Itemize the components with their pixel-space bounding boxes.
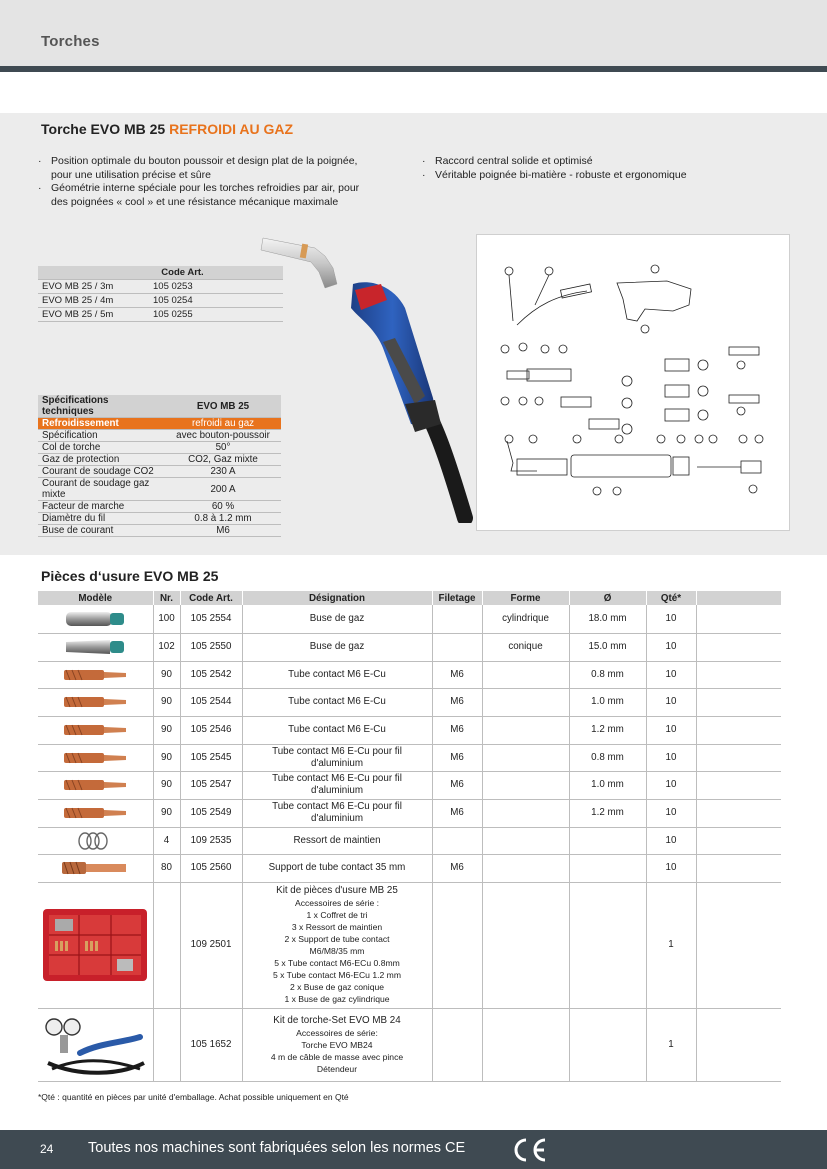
designation-line: Tube contact M6 E-Cu pour fil [272,801,402,812]
spec-value: CO2, Gaz mixte [165,454,281,466]
model-cell: EVO MB 25 / 5m [38,308,149,322]
spec-key: Courant de soudage gaz mixte [38,478,165,501]
qty-cell: 1 [646,882,696,1008]
spec-header [38,395,281,418]
designation-cell [242,1008,432,1081]
thread-cell: M6 [432,799,482,827]
spec-key: Col de torche [38,442,165,454]
tip-holder-image [38,854,153,882]
designation-cell [242,744,432,771]
qty-cell: 10 [646,688,696,716]
spec-value: avec bouton-poussoir [165,430,281,442]
thread-cell [432,633,482,661]
spring-image [38,827,153,854]
wear-parts-title: Pièces d‘usure EVO MB 25 [41,568,219,584]
designation-cell [242,799,432,827]
thread-cell [432,827,482,854]
spec-table [38,395,281,537]
designation-line: 2 x Support de tube contact [284,934,390,944]
col-header-thread: Filetage [432,591,482,605]
code-cell: 105 0253 [149,280,216,294]
footnote: *Qté : quantité en pièces par unité d'emballage. Achat possible uniquement en Qté [38,1092,349,1102]
nr-cell: 90 [153,661,180,688]
kit-box-image [38,882,153,1008]
spec-key: Diamètre du fil [38,513,165,525]
designation-cell: Tube contact M6 E-Cu [242,688,432,716]
form-cell: cylindrique [482,605,569,633]
table-row [38,1008,781,1081]
designation-line: 1 x Coffret de tri [306,910,368,920]
table-row [38,661,781,688]
col-header-code: Code Art. [180,591,242,605]
designation-line: 4 m de câble de masse avec pince [270,1051,404,1062]
designation-title: Kit de torche-Set EVO MB 24 [273,1014,401,1026]
spec-key: Courant de soudage CO2 [38,466,165,478]
diameter-cell: 15.0 mm [569,633,646,661]
thread-cell [432,882,482,1008]
nr-cell: 90 [153,771,180,799]
designation-line: 5 x Tube contact M6-ECu 1.2 mm [272,970,401,980]
header-cell-model [38,266,149,280]
table-row [38,716,781,744]
nr-cell: 90 [153,744,180,771]
spec-key: Buse de courant [38,525,165,537]
code-cell: 105 1652 [180,1008,242,1081]
nr-cell: 90 [153,716,180,744]
form-cell [482,854,569,882]
spec-row [38,430,281,442]
designation-cell: Tube contact M6 E-Cu [242,716,432,744]
nr-cell: 80 [153,854,180,882]
feature-item: · Position optimale du bouton poussoir et design plat de la poignée, pour une utilisation précise et sûre [38,155,378,182]
designation-cell [242,771,432,799]
spec-row [38,513,281,525]
designation-cell: Tube contact M6 E-Cu [242,661,432,688]
designation-cell [242,882,432,1008]
contact-tip-image [38,771,153,799]
form-cell [482,771,569,799]
col-header-model: Modèle [38,591,153,605]
spec-row [38,466,281,478]
designation-line: d'aluminium [311,757,363,769]
form-cell [482,827,569,854]
form-cell [482,716,569,744]
form-cell [482,744,569,771]
diameter-cell [569,1008,646,1081]
code-cell: 105 2542 [180,661,242,688]
torch-set-image [38,1008,153,1081]
code-cell: 105 2545 [180,744,242,771]
designation-line: Accessoires de série : [294,898,380,908]
feature-item: · Géométrie interne spéciale pour les torches refroidies par air, pour des poignées « cool » et une résistance mécanique maximale [38,182,378,209]
table-row [38,799,781,827]
spec-key: Facteur de marche [38,501,165,513]
designation-line: 5 x Tube contact M6-ECu 0.8mm [274,958,400,968]
code-cell: 105 2549 [180,799,242,827]
code-cell: 105 2560 [180,854,242,882]
code-row [38,280,283,294]
designation-line: Tube contact M6 E-Cu pour fil [272,745,402,757]
spec-value: M6 [165,525,281,537]
table-row [38,854,781,882]
table-row [38,633,781,661]
designation-line: d'aluminium [311,813,363,824]
diameter-cell [569,854,646,882]
gas-nozzle-conical-image [38,633,153,661]
spec-value: 200 A [165,478,281,501]
product-title-accent: REFROIDI AU GAZ [169,121,294,137]
spec-row-highlight [38,418,281,430]
feature-list-left [38,155,378,209]
qty-cell: 10 [646,771,696,799]
spec-row [38,442,281,454]
contact-tip-image [38,744,153,771]
diameter-cell [569,827,646,854]
designation-cell: Support de tube contact 35 mm [242,854,432,882]
designation-line: M6/M8/35 mm [309,946,365,956]
designation-line: Tube contact M6 E-Cu pour fil [272,773,402,784]
col-header-empty [696,591,781,605]
form-cell [482,882,569,1008]
header-cell-code: Code Art. [149,266,216,280]
thread-cell: M6 [432,661,482,688]
ce-mark-icon [511,1137,549,1168]
form-cell [482,688,569,716]
nr-cell: 4 [153,827,180,854]
code-row [38,308,283,322]
page-number: 24 [40,1142,54,1156]
qty-cell: 10 [646,605,696,633]
designation-title: Kit de pièces d'usure MB 25 [276,885,398,896]
qty-cell: 10 [646,744,696,771]
code-cell: 109 2501 [180,882,242,1008]
form-cell [482,661,569,688]
table-row [38,688,781,716]
header-title: Torches [41,33,100,50]
designation-line: 2 x Buse de gaz conique [289,982,385,992]
designation-cell: Buse de gaz [242,605,432,633]
col-header-form: Forme [482,591,569,605]
spec-header-key: Spécifications techniques [38,395,165,418]
table-row [38,605,781,633]
designation-line: 3 x Ressort de maintien [291,922,383,932]
model-cell: EVO MB 25 / 3m [38,280,149,294]
col-header-qty: Qté* [646,591,696,605]
spec-key: Refroidissement [38,418,165,430]
qty-cell: 10 [646,799,696,827]
thread-cell: M6 [432,854,482,882]
table-row [38,771,781,799]
diameter-cell: 0.8 mm [569,744,646,771]
exploded-diagram [476,234,790,531]
feature-list-right [422,155,762,182]
qty-cell: 1 [646,1008,696,1081]
contact-tip-image [38,799,153,827]
nr-cell: 90 [153,799,180,827]
product-title-main: Torche EVO MB 25 [41,121,170,137]
spec-row [38,501,281,513]
footer-message: Toutes nos machines sont fabriquées selon les normes CE [88,1140,466,1156]
thread-cell: M6 [432,688,482,716]
code-table-header [38,266,283,280]
feature-item: · Véritable poignée bi-matière - robuste et ergonomique [422,169,762,183]
diameter-cell: 1.2 mm [569,716,646,744]
spec-header-value: EVO MB 25 [165,395,281,418]
table-row [38,744,781,771]
product-title [41,121,293,137]
designation-line: Accessoires de série: [296,1027,378,1038]
contact-tip-image [38,688,153,716]
designation-line: d'aluminium [311,785,363,796]
contact-tip-image [38,661,153,688]
spec-row [38,454,281,466]
table-row [38,827,781,854]
spec-value: 0.8 à 1.2 mm [165,513,281,525]
code-row [38,294,283,308]
diameter-cell [569,882,646,1008]
spec-value: 50° [165,442,281,454]
col-header-designation: Désignation [242,591,432,605]
diameter-cell: 1.0 mm [569,688,646,716]
thread-cell: M6 [432,744,482,771]
qty-cell: 10 [646,633,696,661]
nr-cell: 102 [153,633,180,661]
code-cell: 105 2554 [180,605,242,633]
gas-nozzle-cylindrical-image [38,605,153,633]
nr-cell: 100 [153,605,180,633]
designation-cell: Ressort de maintien [242,827,432,854]
diameter-cell: 1.2 mm [569,799,646,827]
diameter-cell: 1.0 mm [569,771,646,799]
spec-value: refroidi au gaz [165,418,281,430]
qty-cell: 10 [646,827,696,854]
code-cell: 105 2546 [180,716,242,744]
model-cell: EVO MB 25 / 4m [38,294,149,308]
torch-photo [255,228,485,523]
qty-cell: 10 [646,854,696,882]
nr-cell [153,882,180,1008]
thread-cell [432,605,482,633]
contact-tip-image [38,716,153,744]
spec-value: 60 % [165,501,281,513]
spec-key: Spécification [38,430,165,442]
form-cell [482,1008,569,1081]
nr-cell [153,1008,180,1081]
code-cell: 105 2544 [180,688,242,716]
spec-row [38,478,281,501]
col-header-diameter: Ø [569,591,646,605]
designation-line: 1 x Buse de gaz cylindrique [284,994,390,1004]
form-cell [482,799,569,827]
col-header-nr: Nr. [153,591,180,605]
spec-row [38,525,281,537]
designation-line: Torche EVO MB24 [301,1039,373,1050]
qty-cell: 10 [646,661,696,688]
designation-cell: Buse de gaz [242,633,432,661]
nr-cell: 90 [153,688,180,716]
code-cell: 105 2547 [180,771,242,799]
header-rule [0,66,827,72]
spec-key: Gaz de protection [38,454,165,466]
form-cell: conique [482,633,569,661]
parts-header-row [38,591,781,605]
wear-parts-table [38,591,781,1082]
spec-value: 230 A [165,466,281,478]
feature-item: · Raccord central solide et optimisé [422,155,762,169]
page-header [0,0,827,66]
code-cell: 105 0254 [149,294,216,308]
code-cell: 105 2550 [180,633,242,661]
table-row [38,882,781,1008]
thread-cell: M6 [432,771,482,799]
designation-line: Détendeur [316,1063,358,1074]
thread-cell [432,1008,482,1081]
diameter-cell: 18.0 mm [569,605,646,633]
code-cell: 109 2535 [180,827,242,854]
diameter-cell: 0.8 mm [569,661,646,688]
page-footer [0,1130,827,1169]
article-code-table [38,266,283,322]
thread-cell: M6 [432,716,482,744]
qty-cell: 10 [646,716,696,744]
code-cell: 105 0255 [149,308,216,322]
